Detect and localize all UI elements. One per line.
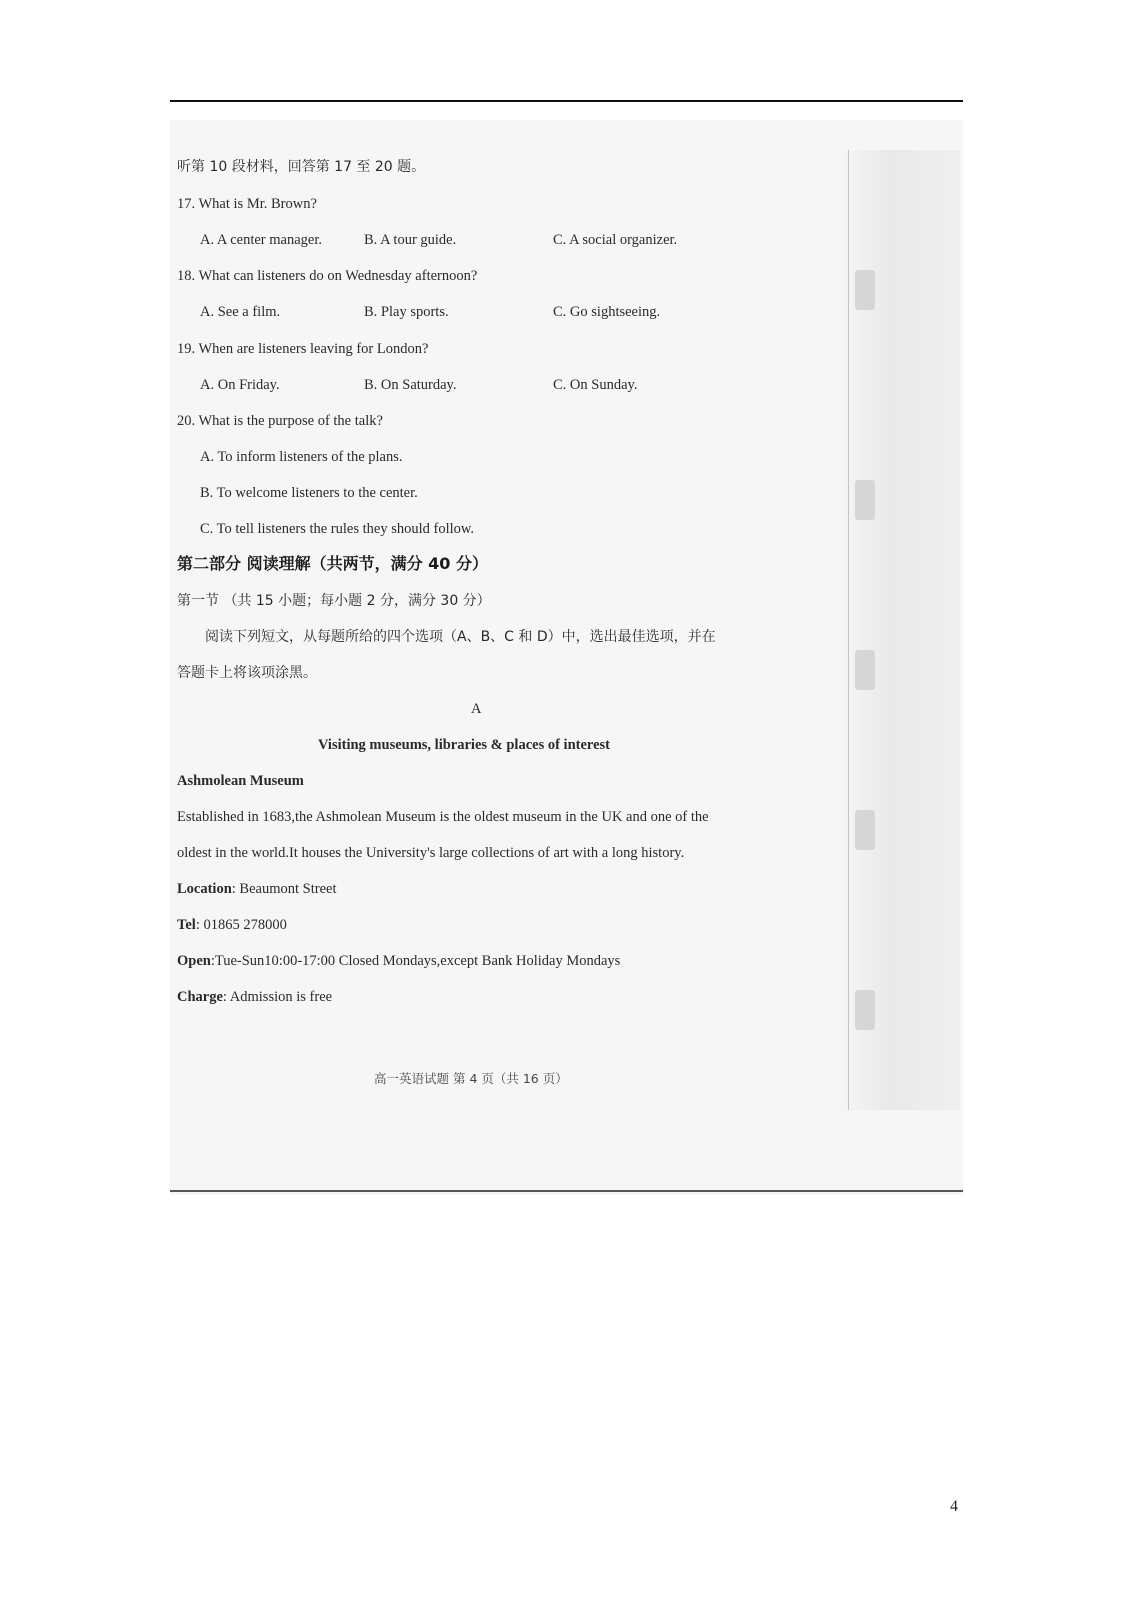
reading-instruction-line-1: 阅读下列短文，从每题所给的四个选项（A、B、C 和 D）中，选出最佳选项，并在 (205, 629, 716, 645)
question-number: 20. (177, 413, 196, 429)
location-label: Location (177, 881, 232, 897)
question-18-option-b: B. Play sports. (364, 304, 449, 320)
charge-value: : Admission is free (222, 989, 333, 1005)
museum-location (177, 880, 336, 898)
scan-bottom-edge (170, 1190, 963, 1192)
question-number: 17. (177, 196, 196, 212)
question-17-option-b: B. A tour guide. (364, 232, 457, 248)
question-17-option-a: A. A center manager. (200, 232, 322, 248)
question-17 (177, 195, 317, 213)
question-18 (177, 267, 477, 285)
question-18-option-c: C. Go sightseeing. (553, 304, 661, 320)
question-19-option-c: C. On Sunday. (553, 377, 638, 393)
museum-hours (177, 952, 620, 970)
listening-instruction: 听第 10 段材料，回答第 17 至 20 题。 (177, 159, 426, 175)
reading-instruction-line-2: 答题卡上将该项涂黑。 (177, 665, 317, 681)
tel-value: : 01865 278000 (195, 917, 287, 933)
question-text: What can listeners do on Wednesday afternoon? (198, 268, 478, 284)
location-value: : Beaumont Street (231, 881, 337, 897)
museum-charge (177, 988, 332, 1006)
question-18-option-a: A. See a film. (200, 304, 281, 320)
question-17-option-c: C. A social organizer. (553, 232, 678, 248)
tel-label: Tel (177, 917, 196, 933)
question-19-option-a: A. On Friday. (200, 377, 280, 393)
page-number: 4 (950, 1498, 958, 1515)
question-number: 18. (177, 268, 196, 284)
question-text: When are listeners leaving for London? (198, 341, 429, 357)
open-label: Open (177, 953, 211, 969)
question-20-option-b: B. To welcome listeners to the center. (200, 485, 418, 501)
scanned-page-footer: 高一英语试题 第 4 页（共 16 页） (374, 1071, 568, 1086)
museum-description-line-1: Established in 1683,the Ashmolean Museum is the oldest museum in the UK and one of the (177, 809, 709, 825)
museum-tel (177, 916, 287, 934)
open-value: :Tue-Sun10:00-17:00 Closed Mondays,except Bank Holiday Mondays (210, 953, 621, 969)
question-19 (177, 340, 428, 358)
question-20 (177, 412, 383, 430)
passage-title: Visiting museums, libraries & places of interest (318, 737, 610, 753)
binding-fold-line (848, 150, 849, 1110)
question-text: What is the purpose of the talk? (198, 413, 383, 429)
question-number: 19. (177, 341, 196, 357)
reading-part-title: 第二部分 阅读理解（共两节，满分 40 分） (177, 554, 488, 573)
museum-description-line-2: oldest in the world.It houses the University's large collections of art with a long history. (177, 845, 685, 861)
binding-margin-marks (855, 270, 877, 1030)
question-20-option-a: A. To inform listeners of the plans. (200, 449, 403, 465)
reading-section-title: 第一节 （共 15 小题；每小题 2 分，满分 30 分） (177, 593, 491, 609)
charge-label: Charge (177, 989, 223, 1005)
museum-name: Ashmolean Museum (177, 773, 304, 789)
question-19-option-b: B. On Saturday. (364, 377, 457, 393)
header-rule (170, 100, 963, 102)
passage-letter: A (471, 701, 482, 717)
question-20-option-c: C. To tell listeners the rules they should follow. (200, 521, 475, 537)
question-text: What is Mr. Brown? (198, 196, 317, 212)
